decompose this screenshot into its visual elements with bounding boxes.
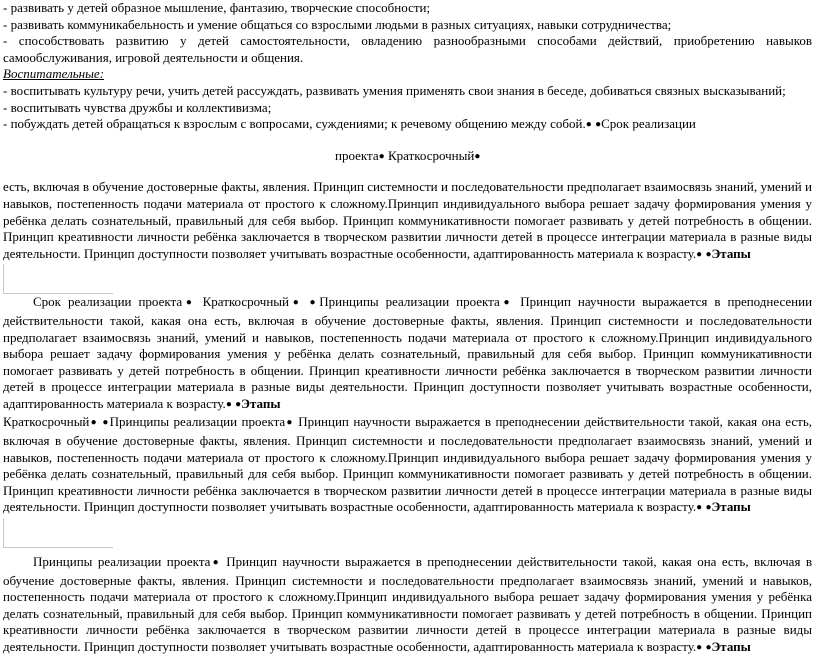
educational-heading — [0, 66, 816, 83]
bullet-icon: ● — [285, 417, 294, 429]
bullet-icon: ● — [705, 502, 712, 514]
bullet-icon: ● — [235, 398, 242, 410]
block1-body — [0, 179, 816, 264]
principles-text: Принцип научности выражается в преподнесении действительности такой, какая она есть, включая в обучение достоверные факты, явления. Принцип системности и последовательности предполагает взаимосвязь знаний, умений и навыков, постепенность подачи материала от простого к сложному.Принцип индивидуального выбора решает задачу формирования умения у ребёнка делать сознательный, правильный для себя выбор. Принцип коммуникативности помогает развивать у детей потребность в общении. Принцип креативности личности ребёнка заключается в творческом развитии личности детей в процессе интеграции материала в разные виды деятельности. Принцип доступности позволяет учитывать возрастные особенности, адаптированность материала к возрасту. — [3, 414, 813, 515]
goal-item: - развивать коммуникабельность и умение общаться со взрослыми людьми в разных ситуациях, навыки сотрудничества; — [3, 16, 672, 32]
bullet-icon: ● — [705, 642, 712, 653]
project-label: проекта — [335, 147, 379, 163]
bullet-icon: ● — [696, 248, 703, 260]
bullet-icon: ● — [595, 119, 602, 131]
principles-label: Принципы реализации проекта — [109, 414, 286, 430]
bullet-icon: ● — [309, 297, 320, 309]
principles-text: Принцип научности выражается в преподнесении действительности такой, какая она есть, включая в обучение достоверные факты, явления. Принцип системности и последовательности предполагает взаимосвязь знаний, умений и навыков, постепенность подачи материала от простого к сложному.Принцип индивидуального выбора решает задачу формирования умения у ребёнка делать сознательный, правильный для себя выбор. Принцип коммуникативности помогает развивать у детей потребность в общении. Принцип креативности личности ребёнка заключается в творческом развитии личности детей в процессе интеграции материала в разные виды деятельности. Принцип доступности позволяет учитывать возрастные особенности, адаптированность материала к возрасту. — [3, 294, 813, 411]
educational-item: - воспитывать чувства дружбы и коллективизма; — [3, 99, 272, 115]
bullet-icon: ● — [378, 150, 385, 162]
stages-label: Этапы — [711, 499, 751, 515]
block2-body — [0, 294, 816, 414]
principles-label: Принципы реализации проекта — [33, 554, 211, 570]
duration-value: Краткосрочный — [387, 147, 475, 163]
project-duration-label: Срок реализации — [601, 116, 696, 132]
block4-body — [0, 554, 816, 658]
educational-item-text: - побуждать детей обращаться к взрослым с вопросами, суждениями; к речевому общению между собой. — [3, 116, 586, 132]
bullet-icon: ● — [696, 642, 703, 653]
stages-label: Этапы — [711, 639, 751, 654]
stages-label: Этапы — [241, 395, 281, 411]
bullet-icon: ● — [705, 248, 712, 260]
block1-header — [0, 148, 816, 167]
educational-item — [0, 116, 816, 135]
stages-label: Этапы — [711, 245, 751, 261]
educational-item: - воспитывать культуру речи, учить детей рассуждать, развивать умения применять свои знания в беседе, добиваться связных высказываний; — [3, 82, 786, 98]
bullet-icon: ● — [225, 398, 232, 410]
principles-text: есть, включая в обучение достоверные факты, явления. Принцип системности и последовательности предполагает взаимосвязь знаний, умений и навыков, постепенность подачи материала от простого к сложному.Принцип индивидуального выбора решает задачу формирования умения у ребёнка делать сознательный, правильный для себя выбор. Принцип коммуникативности помогает развивать у детей потребность в общении. Принцип креативности личности ребёнка заключается в творческом развитии личности детей в процессе интеграции материала в разные виды деятельности. Принцип доступности позволяет учитывать возрастные особенности, адаптированность материала к возрасту. — [3, 179, 812, 261]
bullet-icon: ● — [89, 417, 98, 429]
project-duration-label: Срок реализации проекта — [33, 294, 183, 310]
bullet-icon: ● — [288, 297, 303, 309]
educational-heading-text: Воспитательные: — [3, 66, 105, 82]
bullet-icon: ● — [696, 502, 703, 514]
block3-body — [0, 414, 816, 518]
goal-item: - способствовать развитию у детей самостоятельности, овладению разнообразными способами действий, приобретению навыков самообслуживания, игровой деятельности и общения. — [3, 33, 812, 65]
bullet-icon: ● — [102, 417, 110, 429]
principles-text: Принцип научности выражается в преподнесении действительности такой, какая она есть, включая в обучение достоверные факты, явления. Принцип системности и последовательности предполагает взаимосвязь знаний, умений и навыков, постепенность подачи материала от простого к сложному.Принцип индивидуального выбора решает задачу формирования умения у ребёнка делать сознательный, правильный для себя выбор. Принцип коммуникативности помогает развивать у детей потребность в общении. Принцип креативности личности ребёнка заключается в творческом развитии личности детей в процессе интеграции материала в разные виды деятельности. Принцип доступности позволяет учитывать возрастные особенности, адаптированность материала к возрасту. — [3, 554, 812, 654]
bullet-icon: ● — [474, 150, 481, 162]
bullet-icon: ● — [182, 297, 196, 309]
duration-value: Краткосрочный — [3, 414, 90, 430]
goal-item: - развивать у детей образное мышление, фантазию, творческие способности; — [3, 0, 431, 15]
duration-value: Краткосрочный — [202, 294, 289, 310]
bullet-icon: ● — [585, 119, 592, 131]
separator — [3, 264, 113, 294]
bullet-icon: ● — [210, 557, 221, 569]
principles-label: Принципы реализации проекта — [319, 294, 500, 310]
bullet-icon: ● — [499, 297, 514, 309]
